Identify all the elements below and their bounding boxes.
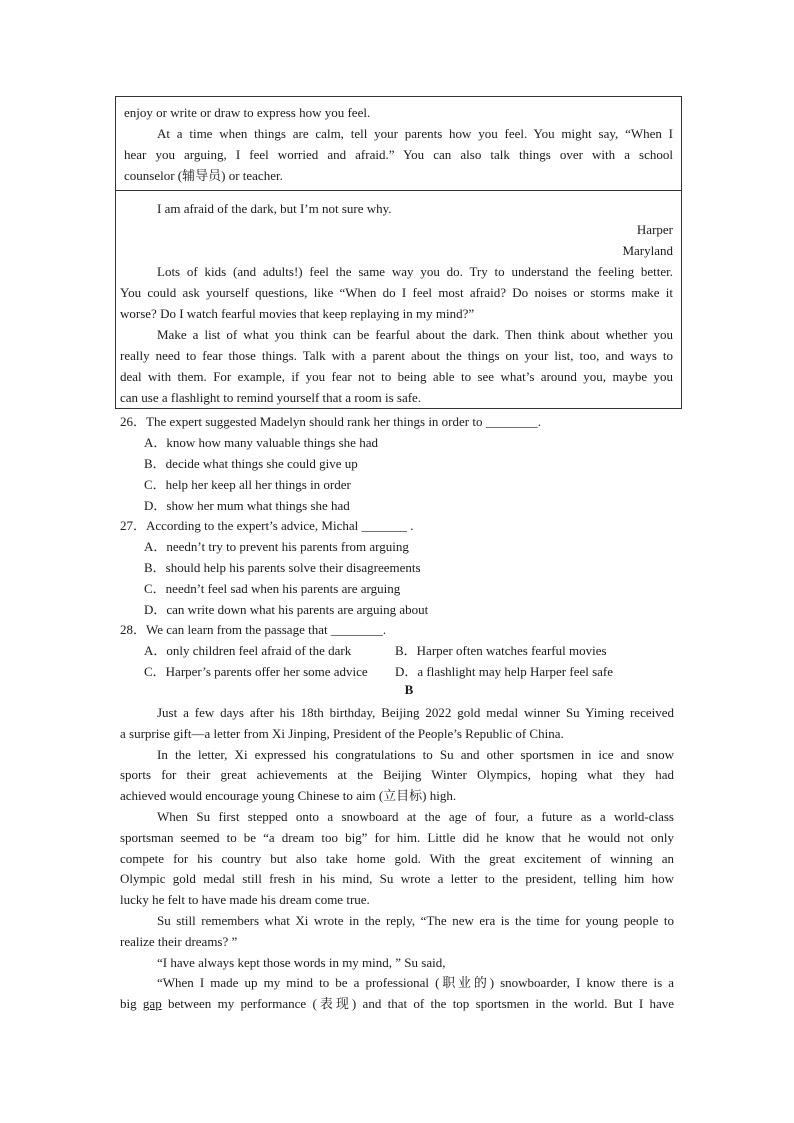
text-line: achieved would encourage young Chinese to aim (立目标) high. (120, 788, 457, 804)
question-stem: 26．The expert suggested Madelyn should rank her things in order to ________. (120, 414, 541, 429)
option-a: A．only children feel afraid of the dark (144, 643, 352, 658)
text-line: deal with them. For example, if you fear not to being able to see what’s around you, maybe you (120, 369, 673, 384)
harper-letter-box (115, 190, 682, 409)
text-line: Su still remembers what Xi wrote in the reply, “The new era is the time for young people to (157, 912, 674, 928)
section-b-passage (120, 703, 674, 1015)
text-line: really need to fear those things. Talk with a parent about the things on your list, too, and ways to (120, 348, 673, 363)
text-line: a surprise gift—a letter from Xi Jinping, President of the People’s Republic of China. (120, 725, 564, 741)
text-line: Make a list of what you think can be fearful about the dark. Then think about whether you (157, 327, 673, 342)
question-27 (120, 515, 680, 620)
text-line: “I have always kept those words in my mind, ” Su said, (157, 954, 446, 970)
text-line: Olympic gold medal still fresh in his mind, Su wrote a letter to the president, telling him how (120, 871, 674, 887)
text-line-with-underline (120, 994, 674, 1015)
option-c: C．Harper’s parents offer her some advice (144, 664, 368, 679)
text-line: lucky he felt to have made his dream come true. (120, 892, 370, 908)
text-line: can use a flashlight to remind yourself that a room is safe. (120, 390, 422, 405)
section-heading: B (404, 682, 414, 697)
text-line: sports for their great achievements at the Beijing Winter Olympics, hoping what they had (120, 767, 674, 783)
reader-question: I am afraid of the dark, but I’m not sure why. (157, 201, 392, 216)
option-a: A．needn’t try to prevent his parents from arguing (144, 539, 409, 554)
option-d: D．can write down what his parents are arguing about (144, 602, 429, 617)
reader-name: Harper (636, 222, 673, 237)
line-rest: between my performance (表现) and that of the top sportsmen in the world. But I have (168, 996, 675, 1012)
reader-place: Maryland (622, 243, 673, 258)
text-line: You could ask yourself questions, like “When do I feel most afraid? Do noises or storms make it (120, 285, 673, 300)
option-d: D．show her mum what things she had (144, 498, 350, 513)
text-line: realize their dreams? ” (120, 933, 238, 949)
text-line: Just a few days after his 18th birthday, Beijing 2022 gold medal winner Su Yiming received (157, 705, 674, 720)
option-b: B．should help his parents solve their disagreements (144, 560, 421, 575)
option-c: C．needn’t feel sad when his parents are arguing (144, 581, 401, 596)
text-line: sportsman seemed to be “a dream too big” for him. Little did he know that he would not only (120, 829, 674, 845)
text-line: “When I made up my mind to be a professional (职业的) snowboarder, I know there is a (157, 975, 674, 991)
text-line: When Su first stepped onto a snowboard at the age of four, a future as a world-class (157, 808, 674, 824)
option-b: B．Harper often watches fearful movies (395, 643, 607, 658)
text-line: Lots of kids (and adults!) feel the same way you do. Try to understand the feeling better. (157, 264, 673, 279)
text-line: hear you arguing, I feel worried and afraid.” You can also talk things over with a school (124, 147, 673, 162)
option-a: A．know how many valuable things she had (144, 435, 378, 450)
text-line: compete for his country but also take home gold. With the great excitement of winning an (120, 850, 674, 866)
underlined-word: gap (142, 996, 162, 1012)
text-line: At a time when things are calm, tell your parents how you feel. You might say, “When I (157, 126, 673, 141)
question-26 (120, 411, 680, 516)
option-c: C．help her keep all her things in order (144, 477, 351, 492)
text-line: enjoy or write or draw to express how you feel. (124, 105, 371, 120)
option-row-cd (120, 661, 680, 682)
option-row-ab (120, 640, 680, 661)
option-b: B．decide what things she could give up (144, 456, 358, 471)
text-line: counselor (辅导员) or teacher. (124, 168, 283, 183)
question-28 (120, 619, 680, 682)
word-prefix: big (120, 996, 137, 1012)
advice-box-continued (115, 96, 682, 191)
question-stem: 28．We can learn from the passage that ________. (120, 622, 387, 637)
question-stem: 27．According to the expert’s advice, Michal _______ . (120, 518, 414, 533)
text-line: In the letter, Xi expressed his congratulations to Su and other sportsmen in ice and snow (157, 746, 674, 762)
text-line: worse? Do I watch fearful movies that keep replaying in my mind?” (120, 306, 475, 321)
option-d: D．a flashlight may help Harper feel safe (395, 664, 614, 679)
